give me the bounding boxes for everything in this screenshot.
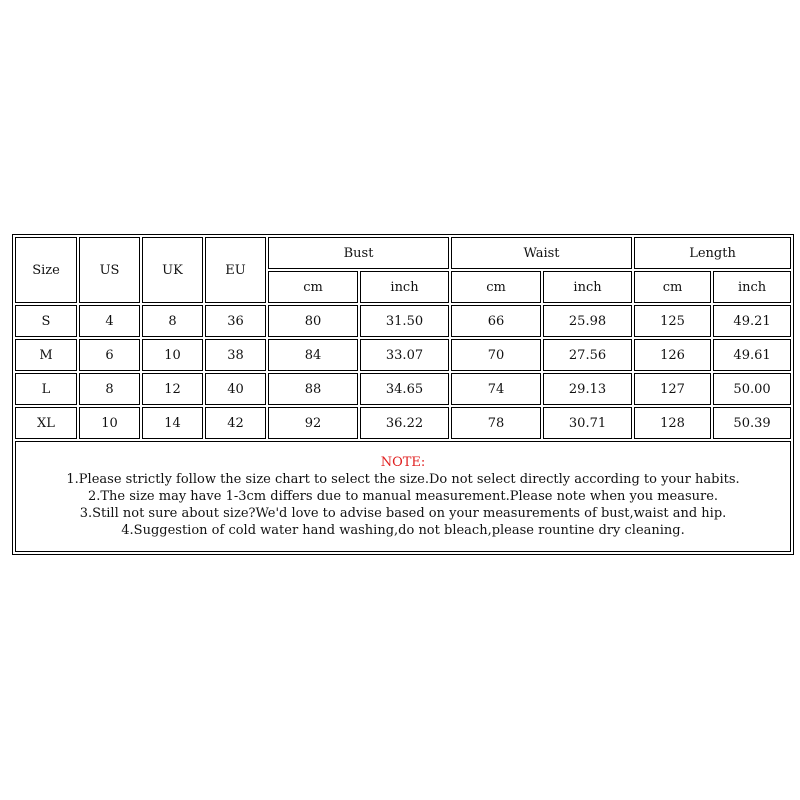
cell-length-inch: 50.00 (713, 373, 791, 405)
cell-bust-inch: 33.07 (360, 339, 449, 371)
header-us: US (79, 237, 140, 303)
cell-waist-cm: 70 (451, 339, 541, 371)
cell-bust-cm: 88 (268, 373, 358, 405)
cell-length-inch: 49.61 (713, 339, 791, 371)
header-waist-inch: inch (543, 271, 632, 303)
cell-length-cm: 125 (634, 305, 711, 337)
cell-bust-cm: 80 (268, 305, 358, 337)
note-line-4: 4.Suggestion of cold water hand washing,do not bleach,please rountine dry cleaning. (121, 523, 685, 538)
note-line-1: 1.Please strictly follow the size chart to select the size.Do not select directly according to your habits. (66, 472, 740, 487)
cell-waist-inch: 29.13 (543, 373, 632, 405)
note-cell (15, 441, 791, 552)
header-row-top (15, 237, 791, 269)
header-length-inch: inch (713, 271, 791, 303)
cell-size: M (15, 339, 77, 371)
cell-us: 8 (79, 373, 140, 405)
header-eu: EU (205, 237, 266, 303)
header-bust-inch: inch (360, 271, 449, 303)
cell-eu: 36 (205, 305, 266, 337)
header-size: Size (15, 237, 77, 303)
cell-us: 6 (79, 339, 140, 371)
header-length-cm: cm (634, 271, 711, 303)
cell-length-cm: 128 (634, 407, 711, 439)
cell-bust-inch: 36.22 (360, 407, 449, 439)
cell-eu: 38 (205, 339, 266, 371)
cell-uk: 10 (142, 339, 203, 371)
cell-eu: 42 (205, 407, 266, 439)
size-chart-table (12, 234, 794, 555)
table-row (15, 305, 791, 337)
header-uk: UK (142, 237, 203, 303)
header-bust: Bust (268, 237, 449, 269)
cell-bust-cm: 84 (268, 339, 358, 371)
cell-us: 10 (79, 407, 140, 439)
cell-bust-cm: 92 (268, 407, 358, 439)
table-row (15, 407, 791, 439)
cell-us: 4 (79, 305, 140, 337)
cell-uk: 8 (142, 305, 203, 337)
cell-bust-inch: 34.65 (360, 373, 449, 405)
cell-length-inch: 50.39 (713, 407, 791, 439)
cell-size: L (15, 373, 77, 405)
cell-bust-inch: 31.50 (360, 305, 449, 337)
note-title: NOTE: (380, 455, 426, 470)
cell-length-cm: 127 (634, 373, 711, 405)
cell-size: S (15, 305, 77, 337)
note-line-2: 2.The size may have 1-3cm differs due to manual measurement.Please note when you measure. (87, 489, 719, 504)
cell-waist-inch: 30.71 (543, 407, 632, 439)
cell-waist-cm: 78 (451, 407, 541, 439)
header-waist: Waist (451, 237, 632, 269)
cell-length-cm: 126 (634, 339, 711, 371)
cell-waist-inch: 25.98 (543, 305, 632, 337)
cell-eu: 40 (205, 373, 266, 405)
note-line-3: 3.Still not sure about size?We'd love to advise based on your measurements of bust,waist and hip. (79, 506, 727, 521)
cell-waist-inch: 27.56 (543, 339, 632, 371)
header-bust-cm: cm (268, 271, 358, 303)
cell-uk: 14 (142, 407, 203, 439)
table-row (15, 339, 791, 371)
table-row (15, 373, 791, 405)
header-waist-cm: cm (451, 271, 541, 303)
cell-waist-cm: 66 (451, 305, 541, 337)
note-row (15, 441, 791, 552)
cell-uk: 12 (142, 373, 203, 405)
cell-size: XL (15, 407, 77, 439)
header-length: Length (634, 237, 791, 269)
cell-waist-cm: 74 (451, 373, 541, 405)
cell-length-inch: 49.21 (713, 305, 791, 337)
